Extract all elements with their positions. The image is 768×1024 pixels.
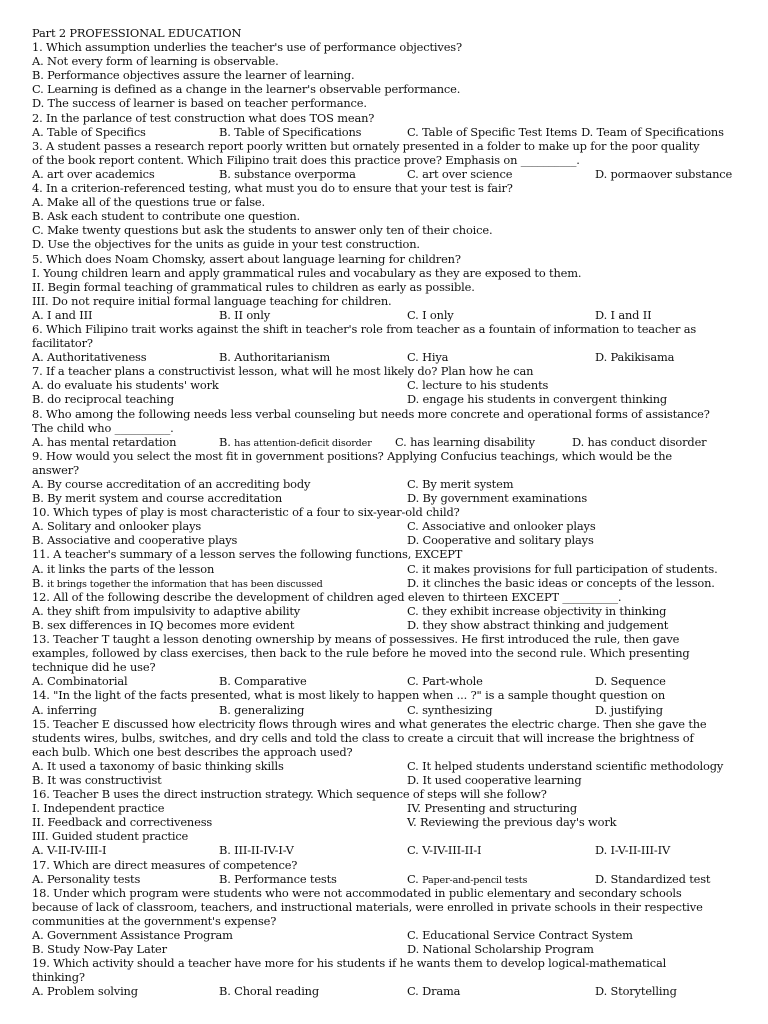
q7-option-c: C. lecture to his students xyxy=(407,378,549,393)
q3-options xyxy=(32,167,738,181)
q13-option-a: A. Combinatorial xyxy=(32,674,128,689)
q16-option-c: C. V-IV-III-II-I xyxy=(407,843,482,858)
q16-option-b: B. III-II-IV-I-V xyxy=(219,843,294,858)
q4-option-c: C. Make twenty questions but ask the students to answer only ten of their choice. xyxy=(32,223,493,238)
question-11: 11. A teacher's summary of a lesson serves the following functions, EXCEPT xyxy=(32,547,463,562)
q14-options xyxy=(32,703,738,717)
q9-options-row-1 xyxy=(32,477,738,491)
q5-option-b: B. II only xyxy=(219,307,271,322)
question-14: 14. "In the light of the facts presented, what is most likely to happen when ... ?" is a sample thought question on xyxy=(32,688,666,703)
q17-options xyxy=(32,872,738,886)
q13-option-b: B. Comparative xyxy=(219,674,307,689)
question-17: 17. Which are direct measures of competence? xyxy=(32,857,298,872)
q9-option-d: D. By government examinations xyxy=(407,491,588,506)
q2-option-b: B. Table of Specifications xyxy=(219,124,362,139)
question-6-line-2: facilitator? xyxy=(32,336,93,351)
q11-option-b-text: it brings together the information that has been discussed xyxy=(47,578,323,590)
question-3-line-1: 3. A student passes a research report poorly written but ornately presented in a folder to make up for the poor quality xyxy=(32,138,700,153)
q17-option-a: A. Personality tests xyxy=(32,871,141,886)
q17-option-c-text: Paper-and-pencil tests xyxy=(422,874,528,886)
q18-option-b: B. Study Now-Pay Later xyxy=(32,942,167,957)
q8-option-b xyxy=(219,435,395,449)
q3-option-b: B. substance overporma xyxy=(219,166,356,181)
question-18-line-1: 18. Under which program were students who were not accommodated in public elementary and secondary schools xyxy=(32,885,682,900)
q12-option-b: B. sex differences in IQ becomes more evident xyxy=(32,617,295,632)
q7-option-a: A. do evaluate his students' work xyxy=(32,378,219,393)
q1-option-b: B. Performance objectives assure the learner of learning. xyxy=(32,68,355,83)
q14-option-c: C. synthesizing xyxy=(407,702,493,717)
q12-option-a: A. they shift from impulsivity to adaptive ability xyxy=(32,603,301,618)
q12-option-c: C. they exhibit increase objectivity in thinking xyxy=(407,603,667,618)
q16-steps-row-1 xyxy=(32,801,738,815)
question-7: 7. If a teacher plans a constructivist lesson, what will he most likely do? Plan how he can xyxy=(32,364,534,379)
q18-options-row-2 xyxy=(32,942,738,956)
q5-statement-i: I. Young children learn and apply grammatical rules and vocabulary as they are exposed to them. xyxy=(32,265,582,280)
q14-option-a: A. inferring xyxy=(32,702,97,717)
q14-option-b: B. generalizing xyxy=(219,702,305,717)
q4-option-b: B. Ask each student to contribute one question. xyxy=(32,209,301,224)
q8-option-c: C. has learning disability xyxy=(395,434,535,449)
question-19-line-2: thinking? xyxy=(32,970,85,985)
q6-option-c: C. Hiya xyxy=(407,350,449,365)
q5-statement-iii: III. Do not require initial formal language teaching for children. xyxy=(32,293,392,308)
q5-options xyxy=(32,308,738,322)
q6-option-b: B. Authoritarianism xyxy=(219,350,331,365)
q17-option-c xyxy=(407,872,595,886)
q17-option-c-letter: C. xyxy=(407,871,423,886)
q10-option-c: C. Associative and onlooker plays xyxy=(407,519,596,534)
q8-option-b-letter: B. xyxy=(219,434,235,449)
q11-option-c: C. it makes provisions for full participation of students. xyxy=(407,561,718,576)
q19-option-a: A. Problem solving xyxy=(32,984,138,999)
q17-option-b: B. Performance tests xyxy=(219,871,337,886)
q3-option-d: D. pormaover substance xyxy=(595,166,733,181)
q2-options xyxy=(32,125,738,139)
q8-options xyxy=(32,435,738,449)
q7-option-b: B. do reciprocal teaching xyxy=(32,392,174,407)
q15-option-b: B. It was constructivist xyxy=(32,772,162,787)
q4-option-a: A. Make all of the questions true or false. xyxy=(32,195,265,210)
q10-option-b: B. Associative and cooperative plays xyxy=(32,533,238,548)
q16-option-a: A. V-II-IV-III-I xyxy=(32,843,107,858)
q15-option-d: D. It used cooperative learning xyxy=(407,772,582,787)
q9-option-c: C. By merit system xyxy=(407,477,514,491)
q13-options xyxy=(32,674,738,688)
q5-option-d: D. I and II xyxy=(595,307,652,322)
q1-option-d: D. The success of learner is based on teacher performance. xyxy=(32,96,367,111)
q12-options-row-1 xyxy=(32,604,738,618)
q2-option-d: D. Team of Specifications xyxy=(581,124,724,139)
q17-option-d: D. Standardized test xyxy=(595,871,711,886)
question-13-line-3: technique did he use? xyxy=(32,660,156,675)
q10-option-d: D. Cooperative and solitary plays xyxy=(407,533,594,548)
q16-step-i: I. Independent practice xyxy=(32,801,165,816)
question-5: 5. Which does Noam Chomsky, assert about language learning for children? xyxy=(32,251,461,266)
q7-options-row-2 xyxy=(32,392,738,406)
q5-option-c: C. I only xyxy=(407,307,454,322)
q13-option-d: D. Sequence xyxy=(595,674,666,689)
q16-option-d: D. I-V-II-III-IV xyxy=(595,843,671,858)
q14-option-d: D. justifying xyxy=(595,702,663,717)
q10-options-row-1 xyxy=(32,519,738,533)
q1-option-a: A. Not every form of learning is observable. xyxy=(32,54,279,69)
q5-option-a: A. I and III xyxy=(32,307,93,322)
exam-page xyxy=(32,26,738,998)
q19-option-d: D. Storytelling xyxy=(595,984,677,999)
q11-option-b-letter: B. xyxy=(32,575,48,590)
q6-option-a: A. Authoritativeness xyxy=(32,350,147,365)
q9-option-b: B. By merit system and course accreditation xyxy=(32,491,283,506)
question-9-line-1: 9. How would you select the most fit in government positions? Applying Confucius teachings, which would be the xyxy=(32,448,673,463)
q5-statement-ii: II. Begin formal teaching of grammatical rules to children as early as possible. xyxy=(32,279,475,294)
q15-option-c: C. It helped students understand scientific methodology xyxy=(407,758,724,773)
q12-options-row-2 xyxy=(32,618,738,632)
q7-options-row-1 xyxy=(32,378,738,392)
q16-options xyxy=(32,843,738,857)
q6-options xyxy=(32,350,738,364)
question-19-line-1: 19. Which activity should a teacher have more for his students if he wants them to develop logical-mathematical xyxy=(32,956,667,971)
question-16: 16. Teacher B uses the direct instruction strategy. Which sequence of steps will she follow? xyxy=(32,787,547,802)
q11-option-a: A. it links the parts of the lesson xyxy=(32,561,215,576)
q1-option-c: C. Learning is defined as a change in the learner's observable performance. xyxy=(32,82,461,97)
q19-option-b: B. Choral reading xyxy=(219,984,320,999)
q18-options-row-1 xyxy=(32,928,738,942)
section-header: Part 2 PROFESSIONAL EDUCATION xyxy=(32,26,242,40)
q15-options-row-1 xyxy=(32,759,738,773)
q11-options-row-2 xyxy=(32,576,738,590)
q9-option-a: A. By course accreditation of an accrediting body xyxy=(32,477,311,491)
q19-option-c: C. Drama xyxy=(407,984,461,999)
q10-options-row-2 xyxy=(32,533,738,547)
question-6-line-1: 6. Which Filipino trait works against the shift in teacher's role from teacher as a fountain of information to teacher as xyxy=(32,321,697,336)
q18-option-a: A. Government Assistance Program xyxy=(32,928,233,942)
q19-options xyxy=(32,984,738,998)
q2-option-a: A. Table of Specifics xyxy=(32,124,146,139)
question-12: 12. All of the following describe the development of children aged eleven to thirteen EXCEPT __________. xyxy=(32,589,622,604)
question-4: 4. In a criterion-referenced testing, what must you do to ensure that your test is fair? xyxy=(32,181,513,196)
q16-steps-row-2 xyxy=(32,815,738,829)
q10-option-a: A. Solitary and onlooker plays xyxy=(32,519,202,534)
question-8-line-1: 8. Who among the following needs less verbal counseling but needs more concrete and operational forms of assistance? xyxy=(32,406,710,421)
question-2: 2. In the parlance of test construction what does TOS mean? xyxy=(32,110,375,125)
q11-option-b xyxy=(32,576,407,590)
question-9-line-2: answer? xyxy=(32,462,79,477)
question-10: 10. Which types of play is most characteristic of a four to six-year-old child? xyxy=(32,505,460,520)
question-18-line-3: communities at the government's expense? xyxy=(32,913,277,928)
question-13-line-1: 13. Teacher T taught a lesson denoting ownership by means of possessives. He first introduced the rule, then gave xyxy=(32,632,680,647)
question-3-line-2: of the book report content. Which Filipino trait does this practice prove? Emphasis on __________. xyxy=(32,152,580,167)
question-18-line-2: because of lack of classroom, teachers, and instructional materials, were enrolled in private schools in their respective xyxy=(32,899,703,914)
q11-options-row-1 xyxy=(32,562,738,576)
q4-option-d: D. Use the objectives for the units as guide in your test construction. xyxy=(32,237,420,252)
q3-option-c: C. art over science xyxy=(407,166,513,181)
q9-options-row-2 xyxy=(32,491,738,505)
q16-step-ii: II. Feedback and correctiveness xyxy=(32,815,213,830)
q11-option-d: D. it clinches the basic ideas or concepts of the lesson. xyxy=(407,575,715,590)
q13-option-c: C. Part-whole xyxy=(407,674,483,689)
question-13-line-2: examples, followed by class exercises, then back to the rule before he moved into the second rule. Which presenting xyxy=(32,646,690,661)
q8-option-b-text: has attention-deficit disorder xyxy=(234,437,372,449)
q3-option-a: A. art over academics xyxy=(32,166,155,181)
question-8-line-2: The child who __________. xyxy=(32,420,174,435)
q7-option-d: D. engage his students in convergent thinking xyxy=(407,392,668,407)
q18-option-c: C. Educational Service Contract System xyxy=(407,928,633,942)
question-15-line-3: each bulb. Which one best describes the approach used? xyxy=(32,744,353,759)
q16-step-iv: IV. Presenting and structuring xyxy=(407,801,577,816)
q2-option-c: C. Table of Specific Test Items xyxy=(407,124,578,139)
q15-options-row-2 xyxy=(32,773,738,787)
q6-option-d: D. Pakikisama xyxy=(595,350,675,365)
q18-option-d: D. National Scholarship Program xyxy=(407,942,594,957)
q12-option-d: D. they show abstract thinking and judgement xyxy=(407,617,669,632)
q15-option-a: A. It used a taxonomy of basic thinking skills xyxy=(32,758,284,773)
question-15-line-1: 15. Teacher E discussed how electricity flows through wires and what generates the electric charge. Then she gave the xyxy=(32,716,707,731)
q8-option-a: A. has mental retardation xyxy=(32,434,177,449)
q16-step-iii: III. Guided student practice xyxy=(32,829,189,844)
question-15-line-2: students wires, bulbs, switches, and dry cells and told the class to create a circuit that will increase the brightness of xyxy=(32,730,694,745)
q8-option-d: D. has conduct disorder xyxy=(572,434,707,449)
q16-step-v: V. Reviewing the previous day's work xyxy=(407,815,617,830)
question-1: 1. Which assumption underlies the teacher's use of performance objectives? xyxy=(32,40,462,55)
